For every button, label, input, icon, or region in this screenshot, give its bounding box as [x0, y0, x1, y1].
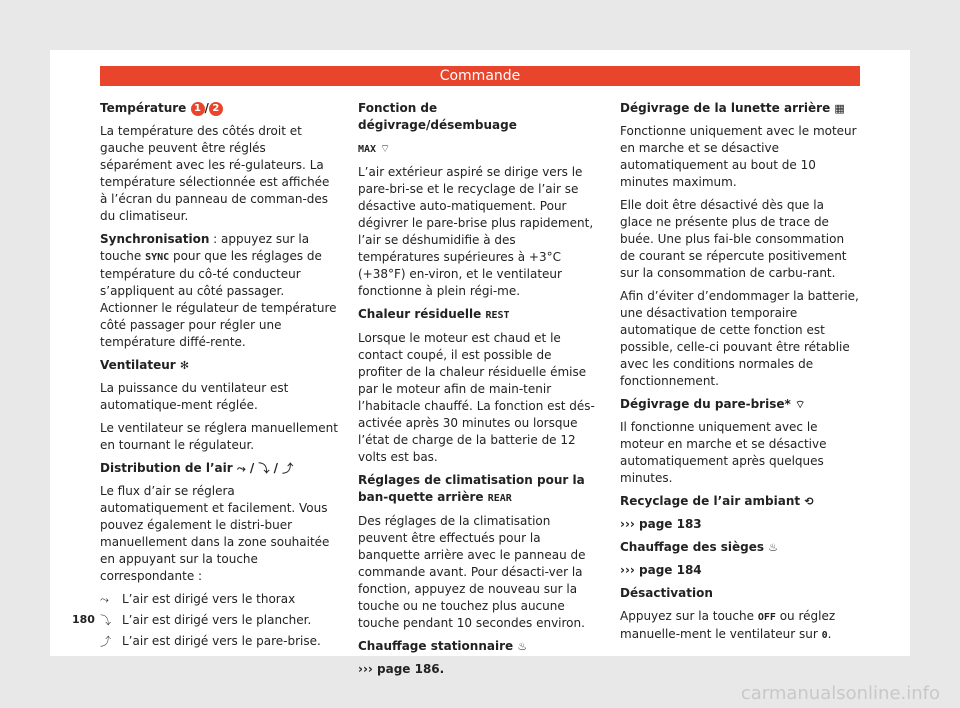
- deactivation-text: Appuyez sur la touche OFF ou réglez manuelle-ment le ventilateur sur 0.: [620, 609, 836, 641]
- page: [50, 50, 910, 676]
- rear-climate-heading: Réglages de climatisation pour la ban-quette arrière REAR: [358, 473, 585, 504]
- defrost-key-line: [358, 140, 598, 158]
- windscreen-defrost-text: Il fonctionne uniquement avec le moteur en marche et se désactive automatiquement après quelques minutes.: [620, 420, 827, 485]
- page-number: 180: [72, 613, 95, 626]
- sync-key: SYNC: [145, 252, 170, 263]
- list-item: ⤴ L’air est dirigé vers le pare-brise.: [100, 634, 321, 648]
- rear-window-text-2: Elle doit être désactivé dès que la glace ne présente plus de trace de buée. Une plus fai-ble consommation de courant se répercute positivement sur la consommation de carbu-rant.: [620, 198, 847, 280]
- temperature-heading: Température 1 / 2: [100, 100, 340, 117]
- air-recirculation-link[interactable]: ››› page 183: [620, 517, 702, 531]
- air-windscreen-icon: ⤴: [100, 635, 111, 648]
- defrost-text: L’air extérieur aspiré se dirige vers le pare-bri-se et le recyclage de l’air se désactive auto-matiquement. Pour dégivrer le pare-brise plus rapidement, l’air se déshumidifie à des températures supérieures à +3°C (+38°F) en-viron, et le ventilateur fonctionne à plein régi-me.: [358, 165, 594, 298]
- list-item: ⤵ L’air est dirigé vers le plancher.: [100, 613, 312, 627]
- parking-heater-link[interactable]: ››› page 186.: [358, 662, 445, 676]
- windscreen-defrost-icon: ⌔: [379, 142, 391, 155]
- parking-heater-icon: ♨: [517, 640, 528, 653]
- fan-text-2: Le ventilateur se réglera manuellement en tournant le régulateur.: [100, 421, 338, 452]
- air-distribution-text: Le flux d’air se réglera automatiquement et facilement. Vous pouvez également le distri-buer manuellement dans la zone souhaitée en appuyant sur la touche correspondante :: [100, 484, 330, 583]
- sync-paragraph: Synchronisation : appuyez sur la touche SYNC pour que les réglages de température du cô-té conducteur s’appliquent au côté passager. Actionner le régulateur de température côté passager pour régler une température diffé-rente.: [100, 232, 337, 349]
- windscreen-defrost-heading: Dégivrage du pare-brise* ⌔: [620, 397, 806, 411]
- air-chest-icon: ⤳: [100, 593, 109, 606]
- defrost-heading: Fonction de dégivrage/désembuage: [358, 101, 517, 132]
- residual-heat-text: Lorsque le moteur est chaud et le contact coupé, il est possible de profiter de la chaleur résiduelle émise par le moteur afin de main-tenir l’habitacle chauffé. La fonction est dés-activée après 30 minutes ou lorsque l’état de charge de la batterie de 12 volts est bas.: [358, 331, 595, 464]
- fan-heading: Ventilateur ✻: [100, 358, 190, 372]
- list-item: ⤳ L’air est dirigé vers le thorax: [100, 592, 296, 606]
- zero-key: 0: [821, 630, 828, 641]
- parking-heater-heading: Chauffage stationnaire ♨: [358, 639, 528, 653]
- temperature-text: La température des côtés droit et gauche peuvent être réglés séparément avec les ré-gulateurs. La température sélectionnée est affichée à l’écran du panneau de comman-des du climatiseur.: [100, 124, 330, 223]
- column-3: [620, 100, 860, 650]
- rear-window-defrost-icon: ▦: [834, 102, 845, 115]
- max-defrost-key: MAX: [358, 144, 377, 155]
- air-distribution-heading: Distribution de l’air ⤳ / ⤵ / ⤴: [100, 461, 294, 475]
- rest-key: REST: [485, 310, 510, 321]
- rear-key: REAR: [487, 493, 512, 504]
- air-windscreen-icon: ⤴: [282, 462, 294, 475]
- seat-heating-heading: Chauffage des sièges ♨: [620, 540, 779, 554]
- rear-climate-text: Des réglages de la climatisation peuvent être effectués pour la banquette arrière avec le panneau de commande avant. Pour désacti-ver la fonction, appuyez de nouveau sur la touche ou ne touchez plus aucune touche pendant 10 secondes environ.: [358, 514, 586, 630]
- deactivation-heading: Désactivation: [620, 586, 713, 600]
- fan-icon: ✻: [179, 359, 190, 372]
- air-chest-icon: ⤳: [236, 462, 246, 475]
- rear-window-defrost-heading: Dégivrage de la lunette arrière ▦: [620, 101, 845, 115]
- fan-text-1: La puissance du ventilateur est automatique-ment réglée.: [100, 381, 289, 412]
- seat-heating-link[interactable]: ››› page 184: [620, 563, 702, 577]
- air-recirculation-icon: ⟲: [804, 495, 814, 508]
- callout-1-badge: 1: [191, 102, 205, 116]
- callout-2-badge: 2: [209, 102, 223, 116]
- air-recirculation-heading: Recyclage de l’air ambiant ⟲: [620, 494, 814, 508]
- watermark: carmanualsonline.info: [740, 683, 940, 704]
- column-2: [358, 100, 598, 684]
- residual-heat-heading: Chaleur résiduelle REST: [358, 307, 510, 321]
- air-floor-icon: ⤵: [100, 614, 111, 627]
- off-key: OFF: [757, 612, 776, 623]
- air-floor-icon: ⤵: [258, 462, 270, 475]
- windscreen-defrost-icon: ⌔: [794, 398, 806, 411]
- section-header: Commande: [100, 66, 860, 86]
- seat-heating-icon: ♨: [768, 541, 779, 554]
- rear-window-text-1: Fonctionne uniquement avec le moteur en marche et se désactive automatiquement au bout de 10 minutes maximum.: [620, 124, 857, 189]
- rear-window-text-3: Afin d’éviter d’endommager la batterie, une désactivation temporaire automatique de cette fonction est possible, celle-ci pouvant être rétablie avec les conditions normales de fonctionnement.: [620, 289, 859, 388]
- column-1: [100, 100, 340, 654]
